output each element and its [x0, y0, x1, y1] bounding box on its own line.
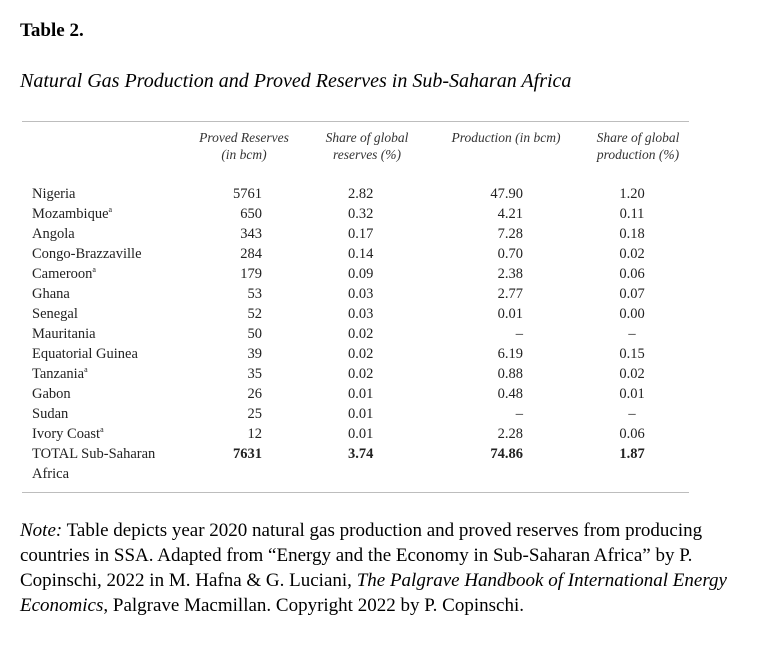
production-value: – — [515, 326, 523, 342]
share-reserves-value: 0.03 — [348, 286, 374, 302]
share-reserves-value: 0.01 — [348, 386, 374, 402]
reserves-value: 12 — [247, 426, 262, 442]
table-row — [22, 384, 689, 404]
share-reserves-value: 0.32 — [348, 206, 374, 222]
country-name: Nigeria — [32, 186, 76, 202]
country-name: Ivory Coast$^a$ — [32, 425, 104, 442]
share-production-value: 1.20 — [619, 186, 645, 202]
share-reserves-value: 0.02 — [348, 366, 374, 382]
production-value: 2.28 — [497, 426, 523, 442]
reserves-value: 35 — [247, 366, 262, 382]
production-value: – — [515, 406, 523, 422]
country-name: Angola — [32, 226, 75, 242]
country-name: Mozambique$^a$ — [32, 205, 113, 222]
share-production-value: 0.07 — [619, 286, 645, 302]
table-heading: Table 2. — [20, 20, 84, 41]
production-value: 0.01 — [497, 306, 523, 322]
country-name: Gabon — [32, 386, 71, 402]
share-production-value: 0.01 — [619, 386, 645, 402]
total-reserves-value: 7631 — [233, 446, 262, 462]
table-body — [22, 184, 689, 484]
total-label: TOTAL Sub-Saharan Africa — [32, 446, 156, 482]
table-row — [22, 284, 689, 304]
production-value: 4.21 — [497, 206, 523, 222]
reserves-value: 5761 — [233, 186, 262, 202]
header-production: Production (in bcm) — [451, 130, 561, 145]
production-value: 0.48 — [497, 386, 523, 402]
reserves-value: 343 — [240, 226, 262, 242]
share-reserves-value: 2.82 — [348, 186, 374, 202]
table-row — [22, 244, 689, 264]
table-note — [20, 518, 760, 618]
production-value: 2.38 — [497, 266, 523, 282]
production-value: 0.88 — [497, 366, 523, 382]
country-name: Tanzania$^a$ — [32, 365, 88, 382]
country-name: Mauritania — [32, 326, 96, 342]
share-production-value: 0.02 — [619, 246, 645, 262]
share-reserves-value: 0.09 — [348, 266, 374, 282]
share-reserves-value: 0.01 — [348, 406, 374, 422]
share-production-value: 0.18 — [619, 226, 645, 242]
table-row — [22, 184, 689, 204]
country-name: Cameroon$^a$ — [32, 265, 96, 282]
note-text-part2: , Palgrave Macmillan. Copyright 2022 by P. Copinschi. — [103, 595, 524, 616]
share-production-value: 0.15 — [619, 346, 645, 362]
table-row — [22, 204, 689, 224]
share-reserves-value: 0.17 — [348, 226, 374, 242]
country-name: Ghana — [32, 286, 70, 302]
share-production-value: 0.06 — [619, 426, 645, 442]
reserves-value: 39 — [247, 346, 262, 362]
table-row — [22, 264, 689, 284]
production-value: 2.77 — [497, 286, 523, 302]
table-total-row — [22, 444, 689, 484]
table-row — [22, 304, 689, 324]
share-production-value: – — [628, 326, 636, 342]
reserves-value: 650 — [240, 206, 262, 222]
share-production-value: 0.00 — [619, 306, 645, 322]
note-book-title: The Palgrave Handbook of International Energy Economics — [20, 570, 727, 616]
country-name: Sudan — [32, 406, 69, 422]
table-top-rule — [22, 121, 689, 122]
header-share-reserves: Share of global reserves (%) — [325, 130, 409, 162]
total-share-production-value: 1.87 — [619, 446, 645, 462]
share-production-value: – — [628, 406, 636, 422]
reserves-value: 179 — [240, 266, 262, 282]
country-name: Congo-Brazzaville — [32, 246, 142, 262]
share-production-value: 0.11 — [619, 206, 645, 222]
total-share-reserves-value: 3.74 — [348, 446, 374, 462]
table-row — [22, 324, 689, 344]
share-reserves-value: 0.02 — [348, 326, 374, 342]
share-reserves-value: 0.14 — [348, 246, 374, 262]
country-name: Senegal — [32, 306, 78, 322]
table-row — [22, 224, 689, 244]
production-value: 6.19 — [497, 346, 523, 362]
share-production-value: 0.02 — [619, 366, 645, 382]
header-proved-reserves: Proved Reserves (in bcm) — [199, 130, 289, 162]
header-share-production: Share of global production (%) — [596, 130, 680, 162]
note-text-part1: Table depicts year 2020 natural gas production and proved reserves from producing countries in SSA. Adapted from “Energy and the Economy in Sub-Saharan Africa” by P. Copinschi, 2022 in M. Hafna & G. Luciani, — [20, 520, 703, 591]
reserves-value: 52 — [247, 306, 262, 322]
production-value: 0.70 — [497, 246, 523, 262]
reserves-value: 26 — [247, 386, 262, 402]
gas-table — [22, 121, 689, 495]
table-subtitle: Natural Gas Production and Proved Reserves in Sub-Saharan Africa — [20, 70, 572, 92]
reserves-value: 50 — [247, 326, 262, 342]
production-value: 47.90 — [490, 186, 523, 202]
table-row — [22, 364, 689, 384]
share-reserves-value: 0.02 — [348, 346, 374, 362]
reserves-value: 25 — [247, 406, 262, 422]
table-row — [22, 344, 689, 364]
production-value: 7.28 — [497, 226, 523, 242]
share-production-value: 0.06 — [619, 266, 645, 282]
share-reserves-value: 0.03 — [348, 306, 374, 322]
share-reserves-value: 0.01 — [348, 426, 374, 442]
reserves-value: 53 — [247, 286, 262, 302]
note-label: Note: — [20, 520, 63, 541]
table-row — [22, 424, 689, 444]
total-production-value: 74.86 — [490, 446, 523, 462]
country-name: Equatorial Guinea — [32, 346, 138, 362]
reserves-value: 284 — [240, 246, 262, 262]
table-row — [22, 404, 689, 424]
table-bottom-rule — [22, 492, 689, 493]
